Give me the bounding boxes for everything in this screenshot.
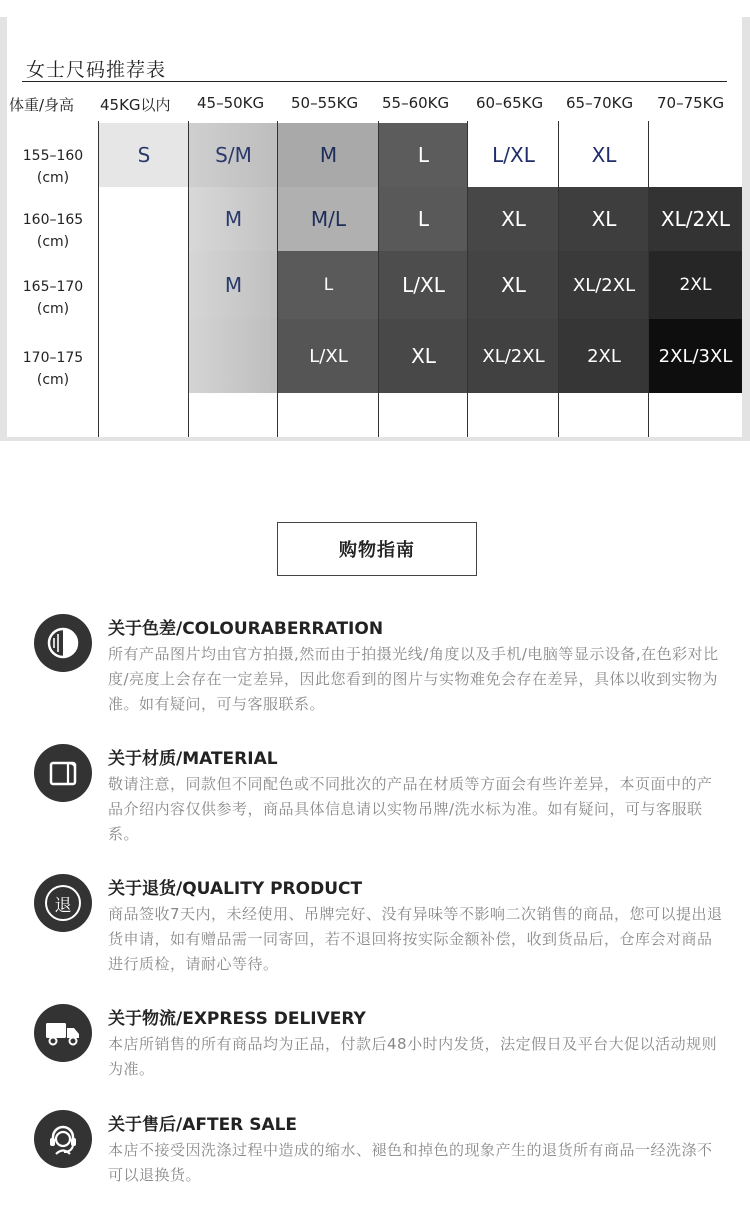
column-divider	[277, 121, 278, 437]
size-cell: M	[189, 187, 278, 251]
section-body: 敬请注意，同款但不同配色或不同批次的产品在材质等方面会有些许差异，本页面中的产品介绍内容仅供参考，商品具体信息请以实物吊牌/洗水标为准。如有疑问，可与客服联系。	[108, 775, 713, 843]
column-divider	[188, 121, 189, 437]
weight-header: 70–75KG	[657, 94, 725, 112]
height-label	[7, 145, 99, 189]
section-title: 关于材质/MATERIAL	[108, 749, 278, 769]
guide-section-after-sale	[0, 1110, 750, 1200]
size-cell: XL	[468, 187, 559, 251]
size-cell: XL	[468, 251, 559, 319]
size-cell: S/M	[189, 123, 278, 187]
section-body: 本店所销售的所有商品均为正品，付款后48小时内发货，法定假日及平台大促以活动规则为准。	[108, 1035, 718, 1078]
size-cell: XL	[559, 187, 649, 251]
corner-header: 体重/身高	[9, 96, 75, 114]
size-cell: S	[99, 123, 189, 187]
weight-header: 45KG以内	[100, 96, 171, 114]
size-cell: L/XL	[379, 251, 468, 319]
size-cell: 2XL/3XL	[649, 319, 742, 393]
size-cell: L	[379, 123, 468, 187]
size-chart-title: 女士尺码推荐表	[26, 59, 167, 81]
height-range: 155–160	[22, 148, 84, 164]
size-cell: XL	[379, 319, 468, 393]
weight-header: 50–55KG	[291, 94, 359, 112]
size-cell: 2XL	[649, 251, 742, 319]
guide-section-delivery	[0, 1004, 750, 1094]
size-chart-card	[7, 17, 742, 437]
size-cell: 2XL	[559, 319, 649, 393]
weight-header: 55–60KG	[382, 94, 450, 112]
customer-service-icon	[34, 1110, 92, 1168]
height-unit: (cm)	[36, 234, 70, 250]
return-icon	[34, 874, 92, 932]
weight-header: 45–50KG	[197, 94, 265, 112]
section-title: 关于售后/AFTER SALE	[108, 1115, 298, 1135]
section-body: 所有产品图片均由官方拍摄,然而由于拍摄光线/角度以及手机/电脑等显示设备,在色彩对比度/亮度上会存在一定差异，因此您看到的图片与实物难免会存在差异，具体以收到实物为准。如有疑问，可与客服联系。	[108, 645, 719, 713]
size-cell	[99, 187, 189, 251]
size-cell: XL/2XL	[468, 319, 559, 393]
size-cell: M/L	[278, 187, 379, 251]
size-cell: XL	[559, 123, 649, 187]
section-body: 本店不接受因洗涤过程中造成的缩水、褪色和掉色的现象产生的退货所有商品一经洗涤不可以退换货。	[108, 1141, 713, 1184]
height-label	[7, 209, 99, 253]
size-cell	[99, 319, 189, 393]
size-cell: M	[189, 251, 278, 319]
column-divider	[558, 121, 559, 437]
size-cell: XL/2XL	[649, 187, 742, 251]
height-unit: (cm)	[36, 372, 70, 388]
column-divider	[467, 121, 468, 437]
height-range: 160–165	[22, 212, 84, 228]
size-cell: XL/2XL	[559, 251, 649, 319]
height-range: 165–170	[22, 279, 84, 295]
title-divider	[22, 81, 727, 82]
shopping-guide-heading: 购物指南	[277, 522, 477, 576]
height-range: 170–175	[22, 350, 84, 366]
size-chart-panel	[0, 17, 750, 441]
height-unit: (cm)	[36, 301, 70, 317]
height-unit: (cm)	[36, 170, 70, 186]
section-title: 关于退货/QUALITY PRODUCT	[108, 879, 363, 899]
delivery-truck-icon	[34, 1004, 92, 1062]
size-cell: L	[278, 251, 379, 319]
size-cell: L/XL	[278, 319, 379, 393]
size-cell: L	[379, 187, 468, 251]
section-body: 商品签收7天内，未经使用、吊牌完好、没有异味等不影响二次销售的商品，您可以提出退货申请，如有赠品需一同寄回，若不退回将按实际金额补偿，收到货品后，仓库会对商品进行质检，请耐心等待。	[108, 905, 723, 973]
return-icon-glyph: 退	[45, 885, 81, 921]
size-cell: M	[278, 123, 379, 187]
height-label	[7, 276, 99, 320]
size-cell: L/XL	[468, 123, 559, 187]
height-label	[7, 347, 99, 391]
weight-header: 60–65KG	[476, 94, 544, 112]
column-divider	[378, 121, 379, 437]
size-cell	[99, 251, 189, 319]
color-contrast-icon	[34, 614, 92, 672]
size-cell	[649, 123, 742, 187]
guide-section-return	[0, 874, 750, 984]
weight-header: 65–70KG	[566, 94, 634, 112]
guide-section-color	[0, 614, 750, 724]
fabric-roll-icon	[34, 744, 92, 802]
guide-section-material	[0, 744, 750, 854]
section-title: 关于色差/COLOURABERRATION	[108, 619, 384, 639]
size-cell	[189, 319, 278, 393]
section-title: 关于物流/EXPRESS DELIVERY	[108, 1009, 366, 1029]
column-divider	[648, 121, 649, 437]
column-divider	[98, 121, 99, 437]
